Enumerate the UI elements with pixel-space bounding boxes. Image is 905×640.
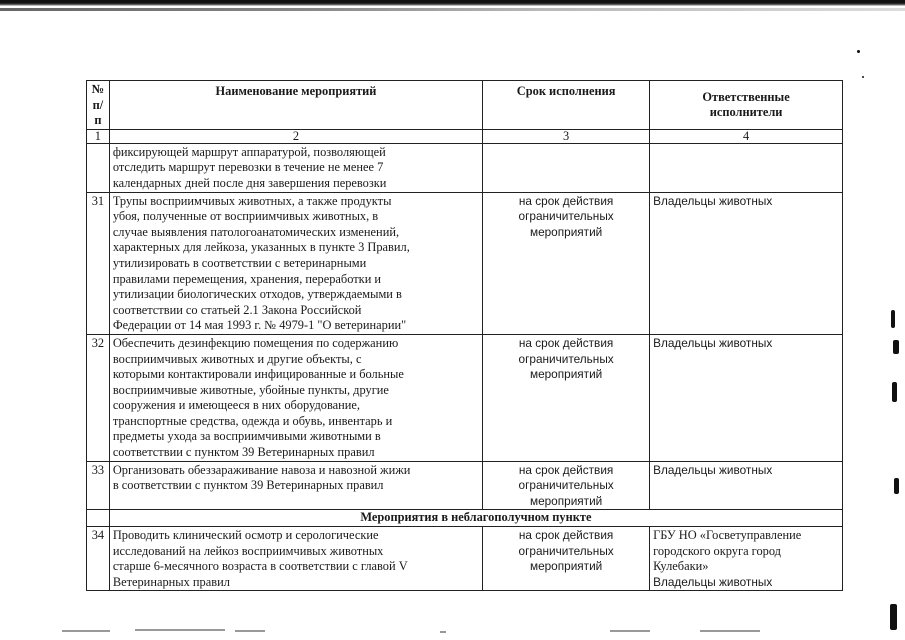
measure-text-line: старше 6-месячного возраста в соответствии с главой V xyxy=(112,559,408,574)
table-row xyxy=(87,334,843,461)
measure-text-line: фиксирующей маршрут аппаратурой, позволяющей xyxy=(112,144,386,159)
measure-text-line: сооружения и имеющееся в них оборудование, xyxy=(112,398,361,413)
term-text-line: мероприятий xyxy=(529,367,603,382)
header-resp-line1: Ответственные xyxy=(702,89,790,104)
measure-name-cell xyxy=(109,334,482,461)
responsible-cell xyxy=(650,461,843,510)
measure-text-line: в соответствии с пунктом 39 Ветеринарных правил xyxy=(112,478,384,493)
table-row xyxy=(87,527,843,591)
scan-bottom-smudge xyxy=(135,629,225,631)
measure-text-line: предметы ухода за восприимчивыми животными в xyxy=(112,429,381,444)
measure-text-line: Федерации от 14 мая 1993 г. № 4979-1 "О ветеринарии" xyxy=(112,318,407,333)
term-cell xyxy=(483,527,650,591)
header-num xyxy=(87,81,110,130)
term-text-line: на срок действия xyxy=(518,193,614,208)
measure-text-line: правилами перемещения, хранения, переработки и xyxy=(112,271,382,286)
measure-text-line: соответствии со статьей 2.1 Закона Российской xyxy=(112,302,362,317)
row-num-cell: 32 xyxy=(87,334,110,461)
responsible-cell xyxy=(650,334,843,461)
responsible-cell xyxy=(650,192,843,334)
responsible-text-line: Владельцы животных xyxy=(653,574,773,589)
scan-top-border xyxy=(0,0,905,6)
row-num-cell: 31 xyxy=(87,192,110,334)
header-resp-line2: исполнители xyxy=(709,105,783,120)
term-text-line: мероприятий xyxy=(529,559,603,574)
measures-table xyxy=(86,80,843,591)
term-text-line: ограничительных xyxy=(518,209,614,224)
column-number: 2 xyxy=(109,129,482,143)
row-num-cell: 34 xyxy=(87,527,110,591)
measure-text-line: исследований на лейкоз восприимчивых животных xyxy=(112,543,384,558)
row-num-cell xyxy=(87,143,110,192)
measure-text-line: утилизировать в соответствии с ветеринарными xyxy=(112,255,367,270)
term-cell xyxy=(483,334,650,461)
term-text-line: ограничительных xyxy=(518,351,614,366)
term-cell xyxy=(483,192,650,334)
measure-text-line: соответствии с пунктом 39 Ветеринарных правил xyxy=(112,445,375,460)
responsible-text-line: Владельцы животных xyxy=(653,335,773,350)
term-text-line: на срок действия xyxy=(518,462,614,477)
continuation-row xyxy=(87,143,843,192)
table-row xyxy=(87,192,843,334)
measure-text-line: Организовать обеззараживание навоза и навозной жижи xyxy=(112,462,411,477)
header-num-line2: п/п xyxy=(92,97,104,128)
scan-artifact xyxy=(894,478,899,494)
measure-text-line: случае выявления патологоанатомических изменений, xyxy=(112,224,400,239)
term-text-line: мероприятий xyxy=(529,493,603,508)
column-numbers-row xyxy=(87,129,843,143)
scan-artifact xyxy=(862,76,864,78)
section-row xyxy=(87,510,843,527)
row-num-cell: 33 xyxy=(87,461,110,510)
term-cell xyxy=(483,461,650,510)
measure-text-line: Трупы восприимчивых животных, а также продукты xyxy=(112,193,392,208)
scan-artifact xyxy=(890,604,897,630)
table-header-row xyxy=(87,81,843,130)
term-text-line: на срок действия xyxy=(518,335,614,350)
measure-text-line: Ветеринарных правил xyxy=(112,574,230,589)
measure-text-line: восприимчивых животных и другие объекты, с xyxy=(112,351,362,366)
measure-text-line: которыми контактировали инфицированные и больные xyxy=(112,367,404,382)
section-num-cell xyxy=(87,510,110,527)
responsible-text-line: ГБУ НО «Госветуправление xyxy=(653,528,802,543)
measure-text-line: Проводить клинический осмотр и серологические xyxy=(112,528,379,543)
header-term: Срок исполнения xyxy=(483,81,650,130)
scan-bottom-smudge xyxy=(700,630,760,632)
scan-artifact xyxy=(891,310,895,328)
term-text-line: на срок действия xyxy=(518,528,614,543)
responsible-text-line: городского округа город xyxy=(653,543,781,558)
responsible-text-line: Владельцы животных xyxy=(653,462,773,477)
column-number: 3 xyxy=(483,129,650,143)
responsible-cell xyxy=(650,527,843,591)
measure-name-cell xyxy=(109,461,482,510)
scan-artifact xyxy=(857,50,860,53)
column-number: 4 xyxy=(650,129,843,143)
scan-bottom-smudge xyxy=(62,630,110,632)
responsible-cell xyxy=(650,143,843,192)
measure-text-line: утилизации биологических отходов, утверждаемыми в xyxy=(112,287,402,302)
measure-text-line: транспортные средства, одежда и обувь, инвентарь и xyxy=(112,413,393,428)
term-text-line: ограничительных xyxy=(518,478,614,493)
term-cell xyxy=(483,143,650,192)
scan-artifact xyxy=(892,382,897,402)
scan-artifact xyxy=(893,340,899,354)
column-number: 1 xyxy=(87,129,110,143)
header-num-line1: № xyxy=(91,82,105,96)
measure-text-line: восприимчивые животные, убойные пункты, другие xyxy=(112,382,389,397)
header-name: Наименование мероприятий xyxy=(109,81,482,130)
term-text-line: ограничительных xyxy=(518,543,614,558)
term-text-line: мероприятий xyxy=(529,224,603,239)
responsible-text-line: Владельцы животных xyxy=(653,193,773,208)
measure-text-line: Обеспечить дезинфекцию помещения по содержанию xyxy=(112,335,399,350)
scan-bottom-smudge xyxy=(235,630,265,632)
measure-text-line: характерных для лейкоза, указанных в пункте 3 Правил, xyxy=(112,240,410,255)
measure-name-cell xyxy=(109,527,482,591)
table-row xyxy=(87,461,843,510)
measure-name-cell xyxy=(109,192,482,334)
measure-text-line: отследить маршрут перевозки в течение не менее 7 xyxy=(112,160,384,175)
section-title: Мероприятия в неблагополучном пункте xyxy=(109,510,842,527)
measure-text-line: календарных дней после дня завершения перевозки xyxy=(112,175,387,190)
measure-name-cell xyxy=(109,143,482,192)
scan-top-streak xyxy=(0,8,905,11)
header-resp xyxy=(650,81,843,130)
measure-text-line: убоя, полученные от восприимчивых животных, в xyxy=(112,209,379,224)
scan-bottom-smudge xyxy=(610,630,650,632)
responsible-text-line: Кулебаки» xyxy=(653,559,709,574)
scan-bottom-smudge xyxy=(440,631,446,633)
